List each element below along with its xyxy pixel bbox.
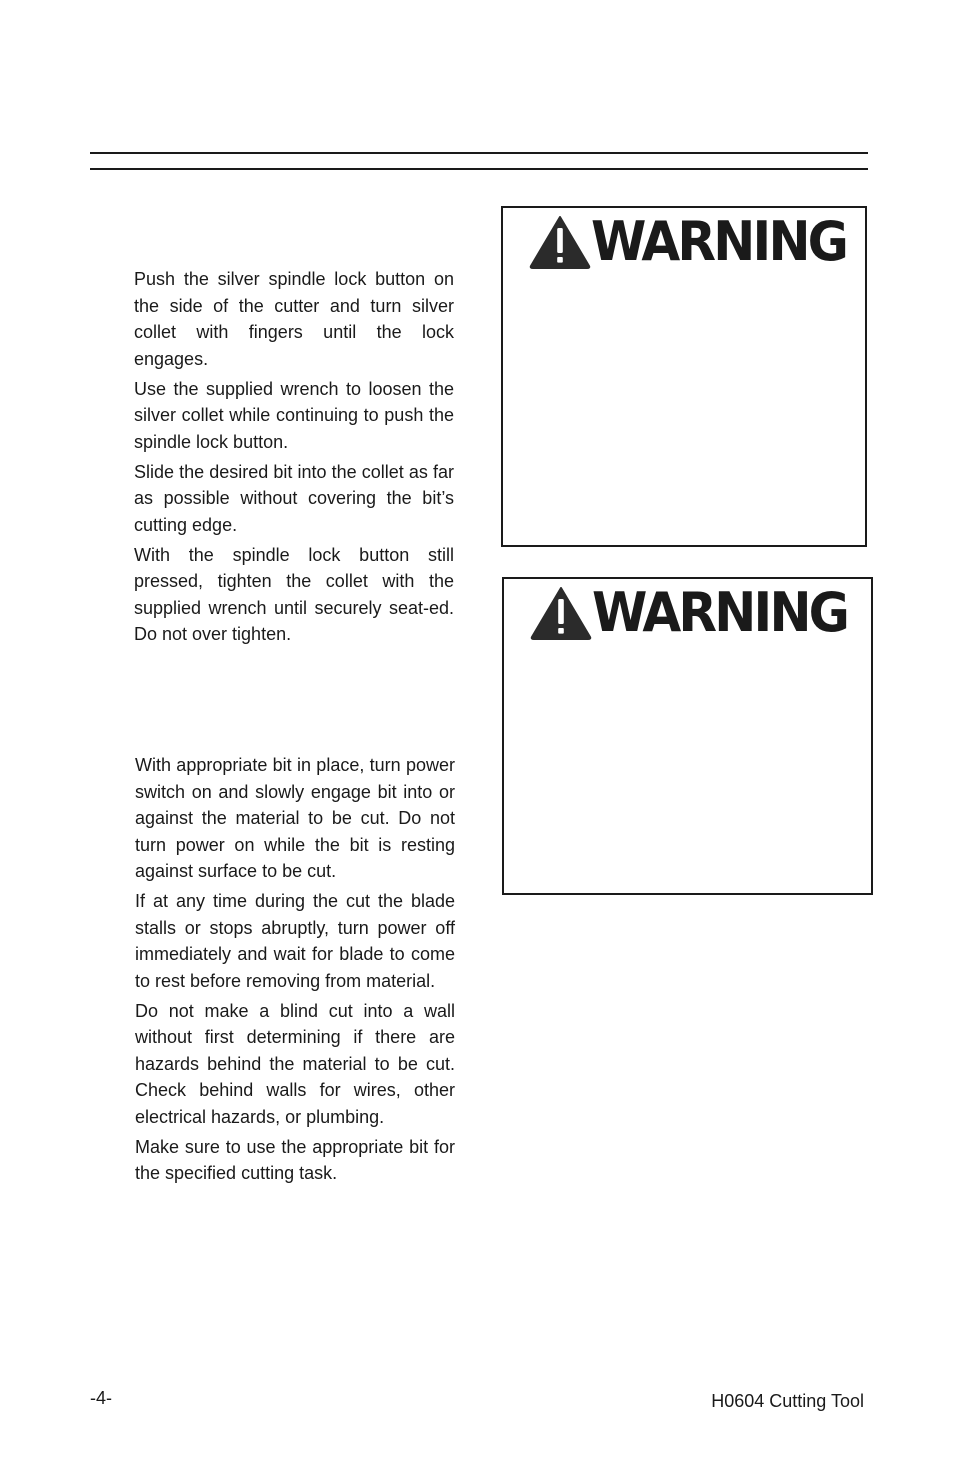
instructions-column-two — [135, 752, 455, 1190]
header-rule-bottom — [90, 168, 868, 170]
warning-label: WARNING — [591, 210, 847, 273]
instructions-column-one — [134, 266, 454, 651]
warning-label: WARNING — [592, 581, 848, 644]
instruction-paragraph: Use the supplied wrench to loosen the silver collet while continuing to push the spindle lock button. — [134, 378, 454, 452]
warning-triangle-icon — [529, 215, 591, 269]
instruction-paragraph: Do not make a blind cut into a wall without first determining if there are hazards behind the material to be cut. Check behind walls for wires, other electrical hazards, or plumbing. — [135, 1000, 455, 1127]
instruction-paragraph: With the spindle lock button still pressed, tighten the collet with the supplied wrench until securely seat-ed. Do not over tighten. — [134, 544, 454, 644]
warning-header — [529, 212, 865, 272]
instruction-paragraph: Slide the desired bit into the collet as far as possible without covering the bit’s cutting edge. — [134, 461, 454, 535]
warning-triangle-icon — [530, 586, 592, 640]
warning-header — [530, 583, 866, 643]
footer-model-name: H0604 Cutting Tool — [711, 1391, 864, 1411]
header-rule-top — [90, 152, 868, 154]
instruction-paragraph: Make sure to use the appropriate bit for the specified cutting task. — [135, 1136, 455, 1183]
instruction-paragraph: Push the silver spindle lock button on the side of the cutter and turn silver collet with fingers until the lock engages. — [134, 269, 454, 369]
instruction-paragraph: If at any time during the cut the blade stalls or stops abruptly, turn power off immediately and wait for blade to come to rest before removing from material. — [135, 891, 455, 991]
instruction-paragraph: With appropriate bit in place, turn power switch on and slowly engage bit into or against the material to be cut. Do not turn power on while the bit is resting against surface to be cut. — [135, 755, 455, 881]
warning-box-second — [502, 577, 873, 895]
warning-box-first — [501, 206, 867, 547]
page-number: -4- — [90, 1388, 112, 1408]
